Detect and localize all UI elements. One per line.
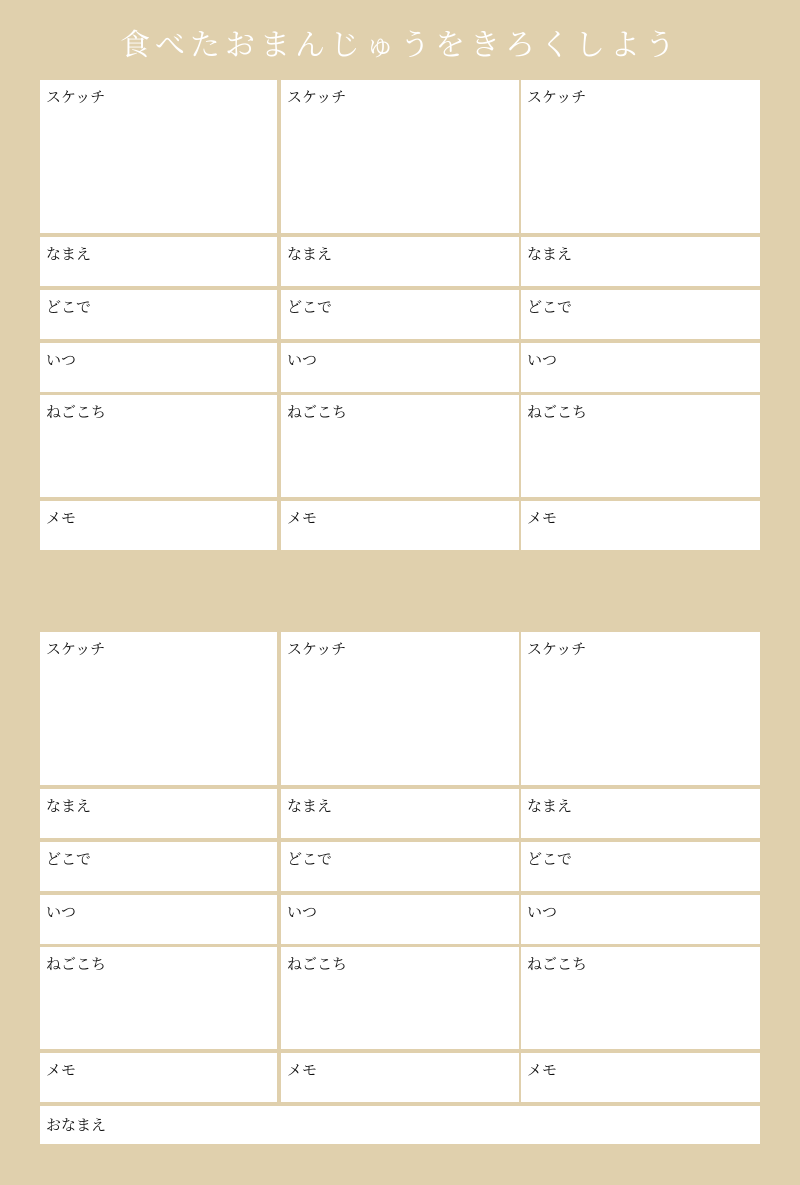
when-label: いつ [46, 903, 77, 921]
memo-field[interactable] [521, 1053, 760, 1102]
name-label: なまえ [287, 245, 333, 263]
sketch-label: スケッチ [527, 640, 587, 658]
sketch-field[interactable] [521, 80, 760, 233]
texture-label: ねごこち [46, 955, 107, 973]
where-field[interactable] [40, 290, 277, 339]
where-label: どこで [46, 850, 92, 868]
texture-field[interactable] [281, 395, 519, 497]
where-field[interactable] [281, 842, 519, 891]
memo-field[interactable] [281, 501, 519, 550]
where-label: どこで [527, 298, 573, 316]
sketch-field[interactable] [281, 632, 519, 785]
texture-field[interactable] [521, 947, 760, 1049]
name-field[interactable] [40, 237, 277, 286]
texture-field[interactable] [521, 395, 760, 497]
texture-label: ねごこち [527, 403, 588, 421]
texture-field[interactable] [40, 395, 277, 497]
when-label: いつ [527, 903, 558, 921]
sketch-label: スケッチ [287, 640, 347, 658]
memo-label: メモ [527, 509, 558, 527]
name-label: なまえ [46, 797, 92, 815]
name-field[interactable] [521, 237, 760, 286]
sketch-field[interactable] [40, 80, 277, 233]
name-label: なまえ [527, 797, 573, 815]
memo-label: メモ [46, 1061, 77, 1079]
sketch-field[interactable] [521, 632, 760, 785]
page-title: 食べたおまんじゅうをきろくしよう [120, 28, 680, 63]
when-field[interactable] [281, 895, 519, 944]
record-block-2 [40, 632, 760, 1102]
sketch-label: スケッチ [527, 88, 587, 106]
where-label: どこで [287, 850, 333, 868]
owner-name-label: おなまえ [46, 1116, 107, 1134]
where-label: どこで [287, 298, 333, 316]
when-label: いつ [46, 351, 77, 369]
name-field[interactable] [521, 789, 760, 838]
sketch-label: スケッチ [287, 88, 347, 106]
when-field[interactable] [521, 895, 760, 944]
name-field[interactable] [281, 237, 519, 286]
memo-field[interactable] [521, 501, 760, 550]
name-field[interactable] [40, 789, 277, 838]
when-field[interactable] [40, 895, 277, 944]
where-field[interactable] [521, 842, 760, 891]
name-label: なまえ [46, 245, 92, 263]
texture-label: ねごこち [287, 403, 348, 421]
when-label: いつ [527, 351, 558, 369]
sketch-field[interactable] [281, 80, 519, 233]
name-field[interactable] [281, 789, 519, 838]
texture-label: ねごこち [46, 403, 107, 421]
when-field[interactable] [521, 343, 760, 392]
record-block-1 [40, 80, 760, 550]
when-label: いつ [287, 351, 318, 369]
texture-label: ねごこち [287, 955, 348, 973]
where-field[interactable] [521, 290, 760, 339]
where-field[interactable] [40, 842, 277, 891]
where-label: どこで [527, 850, 573, 868]
name-label: なまえ [527, 245, 573, 263]
texture-field[interactable] [40, 947, 277, 1049]
memo-field[interactable] [40, 1053, 277, 1102]
sketch-label: スケッチ [46, 88, 106, 106]
where-field[interactable] [281, 290, 519, 339]
when-label: いつ [287, 903, 318, 921]
memo-label: メモ [287, 1061, 318, 1079]
where-label: どこで [46, 298, 92, 316]
sketch-field[interactable] [40, 632, 277, 785]
memo-label: メモ [46, 509, 77, 527]
memo-field[interactable] [40, 501, 277, 550]
memo-field[interactable] [281, 1053, 519, 1102]
owner-name-field[interactable] [40, 1106, 760, 1144]
when-field[interactable] [40, 343, 277, 392]
memo-label: メモ [527, 1061, 558, 1079]
texture-label: ねごこち [527, 955, 588, 973]
when-field[interactable] [281, 343, 519, 392]
memo-label: メモ [287, 509, 318, 527]
sketch-label: スケッチ [46, 640, 106, 658]
name-label: なまえ [287, 797, 333, 815]
texture-field[interactable] [281, 947, 519, 1049]
